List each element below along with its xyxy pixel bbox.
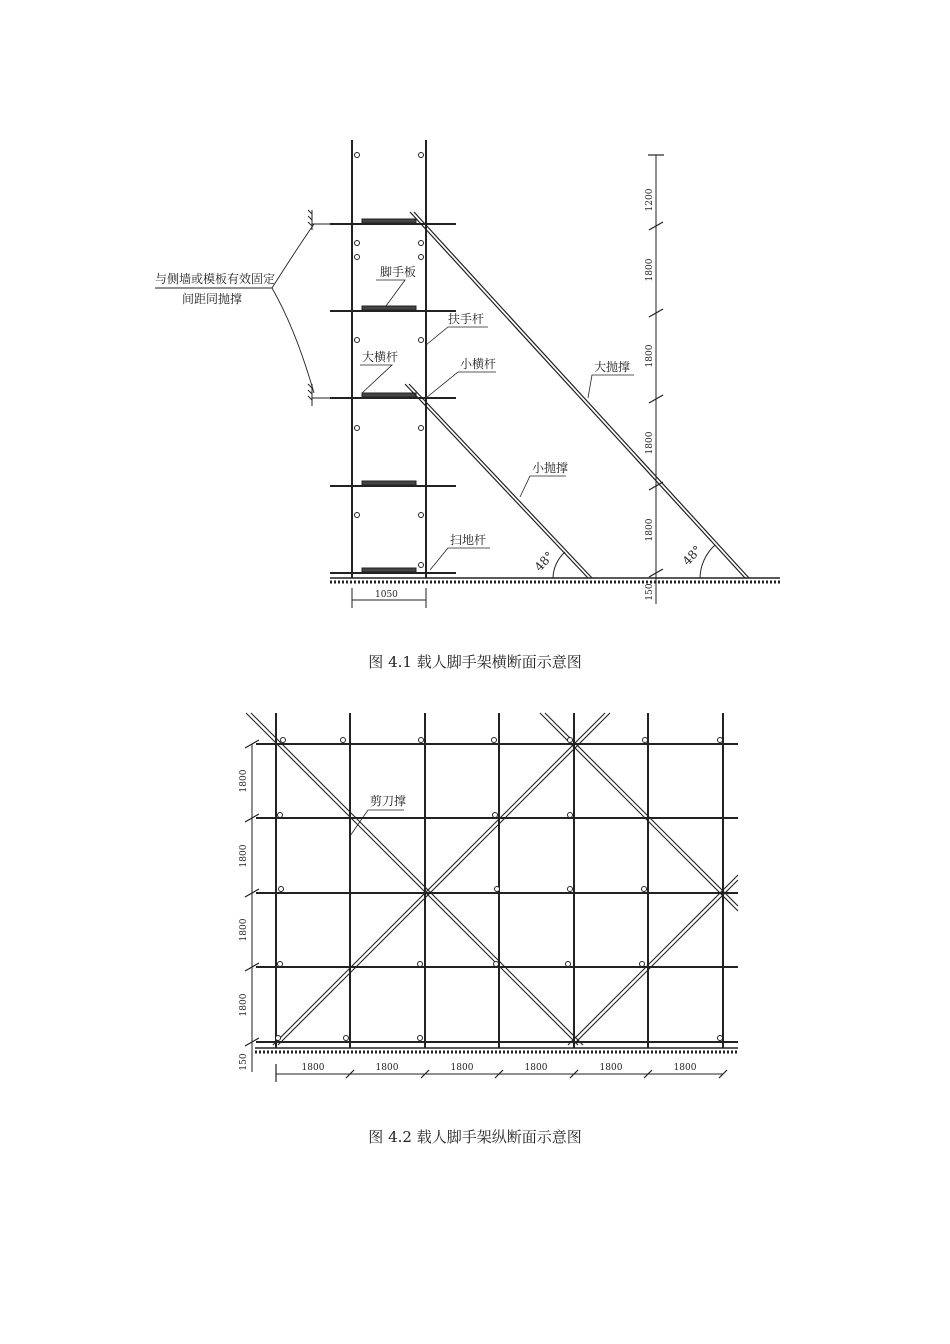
height-dim-5: 1800 [645, 518, 655, 542]
v-dim-2: 1800 [239, 844, 249, 868]
v-dim-1: 1800 [239, 769, 249, 793]
figure-4-1-caption: 图 4.1 载人脚手架横断面示意图 [368, 653, 582, 671]
board-leader [376, 280, 405, 306]
h-dim-1: 1800 [301, 1063, 325, 1073]
v-dim-4: 1800 [239, 993, 249, 1017]
scissor-braces [246, 713, 738, 1045]
figure-4-2-caption: 图 4.2 载人脚手架纵断面示意图 [368, 1128, 582, 1146]
small-brace-leader [520, 476, 566, 497]
wall-fix-label-line2: 间距同抛撑 [182, 292, 243, 306]
big-brace-leader [588, 375, 634, 398]
height-dim-3: 1800 [645, 344, 655, 368]
angle-arc-big [700, 545, 715, 578]
scissor-brace-label: 剪刀撑 [370, 794, 407, 808]
sweep-rod-leader [430, 548, 490, 570]
big-ledger-label: 大横杆 [362, 350, 399, 364]
ledgers [256, 744, 738, 1042]
wall-anchor-bottom [308, 384, 352, 406]
standards [276, 713, 723, 1048]
cross-section-labels [155, 188, 704, 600]
scissor-leader [350, 810, 404, 836]
width-dimension: 1050 [375, 590, 398, 600]
height-dim-6: 150 [645, 583, 655, 601]
big-brace-angle: 48° [679, 542, 705, 569]
height-dim-2: 1800 [645, 258, 655, 282]
scaffold-board-label: 脚手板 [380, 265, 417, 279]
h-dim-ticks [276, 1064, 727, 1082]
scaffold-board-4 [362, 481, 416, 485]
handrail-label: 扶手杆 [448, 312, 485, 326]
height-dim-1: 1200 [645, 188, 655, 212]
small-ledger-leader [426, 372, 496, 398]
small-brace-angle: 48° [531, 548, 557, 575]
longitudinal-labels [239, 769, 697, 1073]
wall-fix-leader [272, 224, 314, 393]
h-dim-2: 1800 [375, 1063, 399, 1073]
small-brace-label: 小抛撑 [532, 461, 569, 475]
big-brace-label: 大抛撑 [594, 360, 631, 374]
big-ledger-leader [360, 365, 392, 393]
v-dim-3: 1800 [239, 918, 249, 942]
small-brace [405, 384, 592, 578]
scaffold-board-3 [362, 393, 416, 397]
scaffold-board-5 [362, 568, 416, 572]
scaffold-board-1 [362, 219, 416, 223]
small-ledger-label: 小横杆 [460, 357, 497, 371]
angle-arc-small [553, 552, 565, 578]
h-dim-6: 1800 [673, 1063, 697, 1073]
wall-fix-label-line1: 与侧墙或模板有效固定 [155, 272, 276, 286]
handrail-leader [426, 327, 488, 345]
wall-anchor-top [308, 210, 352, 230]
scaffold-board-2 [362, 306, 416, 310]
h-dim-3: 1800 [450, 1063, 474, 1073]
sweep-rod-label: 扫地杆 [450, 533, 487, 547]
h-dim-4: 1800 [524, 1063, 548, 1073]
h-dim-5: 1800 [599, 1063, 623, 1073]
longitudinal-diagram [245, 713, 738, 1082]
height-dim-4: 1800 [645, 431, 655, 455]
big-brace [410, 212, 749, 578]
v-dim-5: 150 [239, 1053, 249, 1071]
